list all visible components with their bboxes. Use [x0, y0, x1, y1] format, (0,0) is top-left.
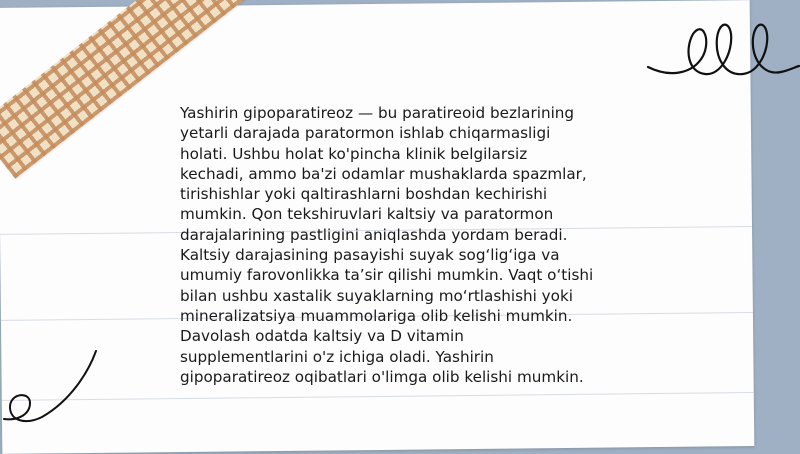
paragraph-line: mineralizatsiya muammolariga olib kelishi mumkin.: [180, 306, 573, 325]
paragraph-line: kechadi, ammo ba'zi odamlar mushaklarda spazmlar,: [180, 164, 587, 183]
paragraph-line: darajalarining pastligini aniqlashda yordam beradi.: [180, 225, 568, 244]
loop-scribble-icon: [645, 12, 800, 82]
paragraph-line: mumkin. Qon tekshiruvlari kaltsiy va paratormon: [180, 205, 554, 224]
paragraph-line: holati. Ushbu holat ko'pincha klinik belgilarsiz: [180, 144, 528, 163]
paragraph-line: gipoparatireoz oqibatlari o'limga olib kelishi mumkin.: [180, 367, 584, 386]
paragraph-line: yetarli darajada paratormon ishlab chiqarmasligi: [180, 124, 551, 143]
paragraph-line: Kaltsiy darajasining pasayishi suyak sog‘lig‘iga va: [180, 246, 560, 265]
paper-rule-line: [2, 392, 754, 401]
body-paragraph: [180, 103, 620, 387]
paragraph-line: Yashirin gipoparatireoz — bu paratireoid bezlarining: [180, 104, 575, 122]
curl-scribble-icon: [0, 345, 105, 430]
paragraph-line: Davolash odatda kaltsiy va D vitamin: [180, 327, 464, 346]
paragraph-line: bilan ushbu xastalik suyaklarning mo‘rtlashishi yoki: [180, 286, 573, 305]
paragraph-line: umumiy farovonlikka ta’sir qilishi mumkin. Vaqt o‘tishi: [180, 266, 594, 285]
paragraph-line: tirishishlar yoki qaltirashlarni boshdan kechirishi: [180, 185, 548, 204]
paragraph-line: supplementlarini o'z ichiga oladi. Yashirin: [180, 347, 494, 366]
